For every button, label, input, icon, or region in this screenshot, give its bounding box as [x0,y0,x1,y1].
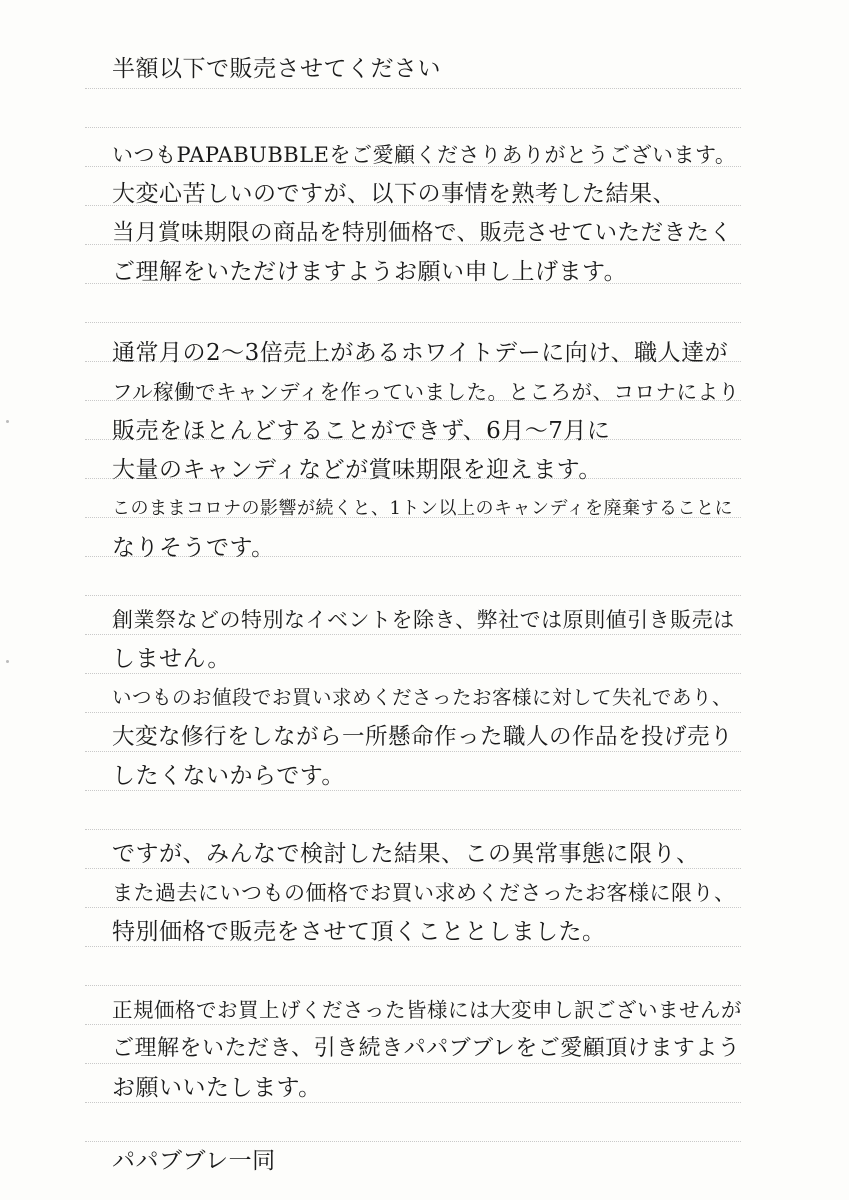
paragraph-1-line-4: ご理解をいただけますようお願い申し上げます。 [112,259,628,285]
paragraph-4-line-3: 特別価格で販売をさせて頂くこととしました。 [112,919,606,945]
letter-title: 半額以下で販売させてください [112,56,441,82]
paragraph-3-line-1: 創業祭などの特別なイベントを除き、弊社では原則値引き販売は [112,608,735,632]
rule-line [85,595,741,596]
paragraph-2-line-2: フル稼働でキャンディを作っていました。ところが、コロナにより [112,380,740,404]
paragraph-4-line-1: ですが、みんなで検討した結果、この異常事態に限り、 [112,841,700,867]
paragraph-2-line-6: なりそうです。 [112,535,275,561]
signature: パパブブレ一同 [112,1148,276,1174]
paragraph-2-line-3: 販売をほとんどすることができず、6月〜7月に [112,418,611,444]
paragraph-3-line-3: いつものお値段でお買い求めくださったお客様に対して失礼であり、 [112,686,733,709]
paragraph-1-line-1: いつもPAPABUBBLEをご愛顧くださりありがとうございます。 [112,143,737,167]
paragraph-4-line-2: また過去にいつもの価格でお買い求めくださったお客様に限り、 [112,881,736,905]
paragraph-1-line-2: 大変心苦しいのですが、以下の事情を熟考した結果、 [112,181,676,207]
punch-mark [6,660,9,663]
paragraph-2-line-5: このままコロナの影響が続くと、1トン以上のキャンディを廃棄することに [112,498,734,519]
paragraph-3-line-5: したくないからです。 [112,763,345,789]
paragraph-5-line-1: 正規価格でお買上げくださった皆様には大変申し訳ございませんが [112,998,742,1022]
paragraph-5-line-2: ご理解をいただき、引き続きパパブブレをご愛顧頂けますよう [112,1036,741,1061]
paragraph-2-line-4: 大量のキャンディなどが賞味期限を迎えます。 [112,457,602,483]
rule-line [85,1141,741,1142]
paragraph-1-line-3: 当月賞味期限の商品を特別価格で、販売させていただきたく [112,220,733,246]
rule-line [85,829,741,830]
rule-line [85,985,741,986]
rule-line [85,127,741,128]
punch-mark [6,420,9,423]
paragraph-2-line-1: 通常月の2〜3倍売上があるホワイトデーに向け、職人達が [112,340,729,366]
paragraph-5-line-3: お願いいたします。 [112,1075,322,1101]
paragraph-3-line-2: しません。 [112,646,231,672]
rule-line [85,88,741,89]
rule-line [85,322,741,323]
paragraph-3-line-4: 大変な修行をしながら一所懸命作った職人の作品を投げ売り [112,724,734,750]
